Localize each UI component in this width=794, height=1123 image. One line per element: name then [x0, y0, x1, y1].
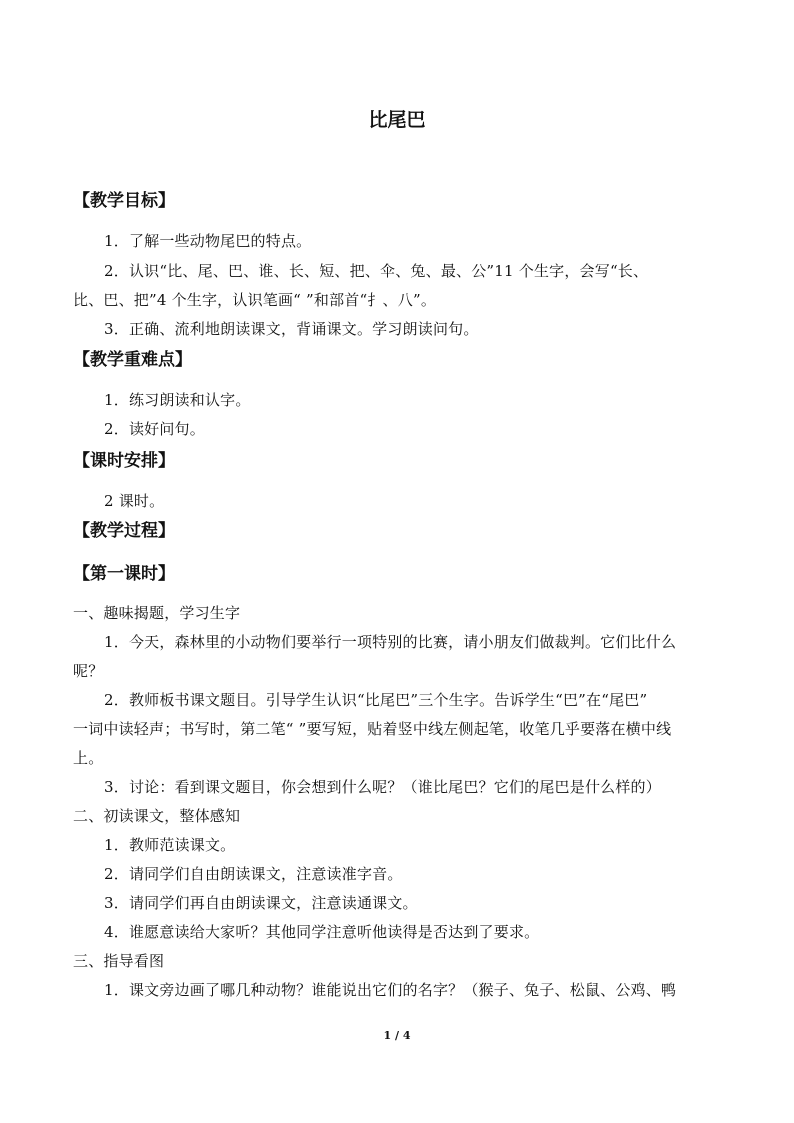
goal-item: 1．了解一些动物尾巴的特点。	[104, 232, 312, 250]
section-heading: 二、初读课文，整体感知	[73, 807, 241, 825]
keypoint-item: 2．读好问句。	[104, 420, 205, 438]
goal-item-continued: 比、巴、把”4 个生字，认识笔画“ ”和部首“扌、八”。	[73, 291, 437, 309]
paragraph-line: 一词中读轻声；书写时，第二笔“ ”要写短，贴着竖中线左侧起笔，收笔几乎要落在横中线	[73, 720, 672, 738]
section-heading: 一、趣味揭题，学习生字	[73, 604, 241, 622]
goal-item: 2．认识“比、尾、巴、谁、长、短、把、伞、兔、最、公”11 个生字，会写“长、	[104, 262, 649, 280]
page-title: 比尾巴	[368, 109, 426, 131]
paragraph-line: 呢？	[73, 662, 104, 680]
heading-keypoints: 【教学重难点】	[73, 350, 192, 370]
goal-item: 3．正确、流利地朗读课文，背诵课文。学习朗读问句。	[104, 320, 479, 338]
schedule-text: 2 课时。	[104, 492, 165, 510]
heading-schedule: 【课时安排】	[73, 451, 175, 471]
heading-process: 【教学过程】	[73, 521, 175, 541]
heading-goals: 【教学目标】	[73, 191, 175, 211]
paragraph-line: 2．教师板书课文题目。引导学生认识“比尾巴”三个生字。告诉学生“巴”在“尾巴”	[104, 691, 648, 709]
section-heading: 三、指导看图	[73, 952, 165, 970]
paragraph-line: 3．讨论：看到课文题目，你会想到什么呢？（谁比尾巴？它们的尾巴是什么样的）	[104, 778, 661, 796]
heading-lesson1: 【第一课时】	[73, 564, 175, 584]
page-number: 1 / 4	[383, 1029, 411, 1042]
paragraph-line: 1．今天，森林里的小动物们要举行一项特别的比赛，请小朋友们做裁判。它们比什么	[104, 633, 677, 651]
paragraph-line: 1．教师范读课文。	[104, 836, 236, 854]
paragraph-line: 4．谁愿意读给大家听？其他同学注意听他读得是否达到了要求。	[104, 923, 540, 941]
paragraph-line: 上。	[73, 749, 104, 767]
paragraph-line: 2．请同学们自由朗读课文，注意读准字音。	[104, 865, 403, 883]
keypoint-item: 1．练习朗读和认字。	[104, 391, 251, 409]
paragraph-line: 3．请同学们再自由朗读课文，注意读通课文。	[104, 894, 418, 912]
paragraph-line: 1．课文旁边画了哪几种动物？谁能说出它们的名字？（猴子、兔子、松鼠、公鸡、鸭	[104, 981, 677, 999]
